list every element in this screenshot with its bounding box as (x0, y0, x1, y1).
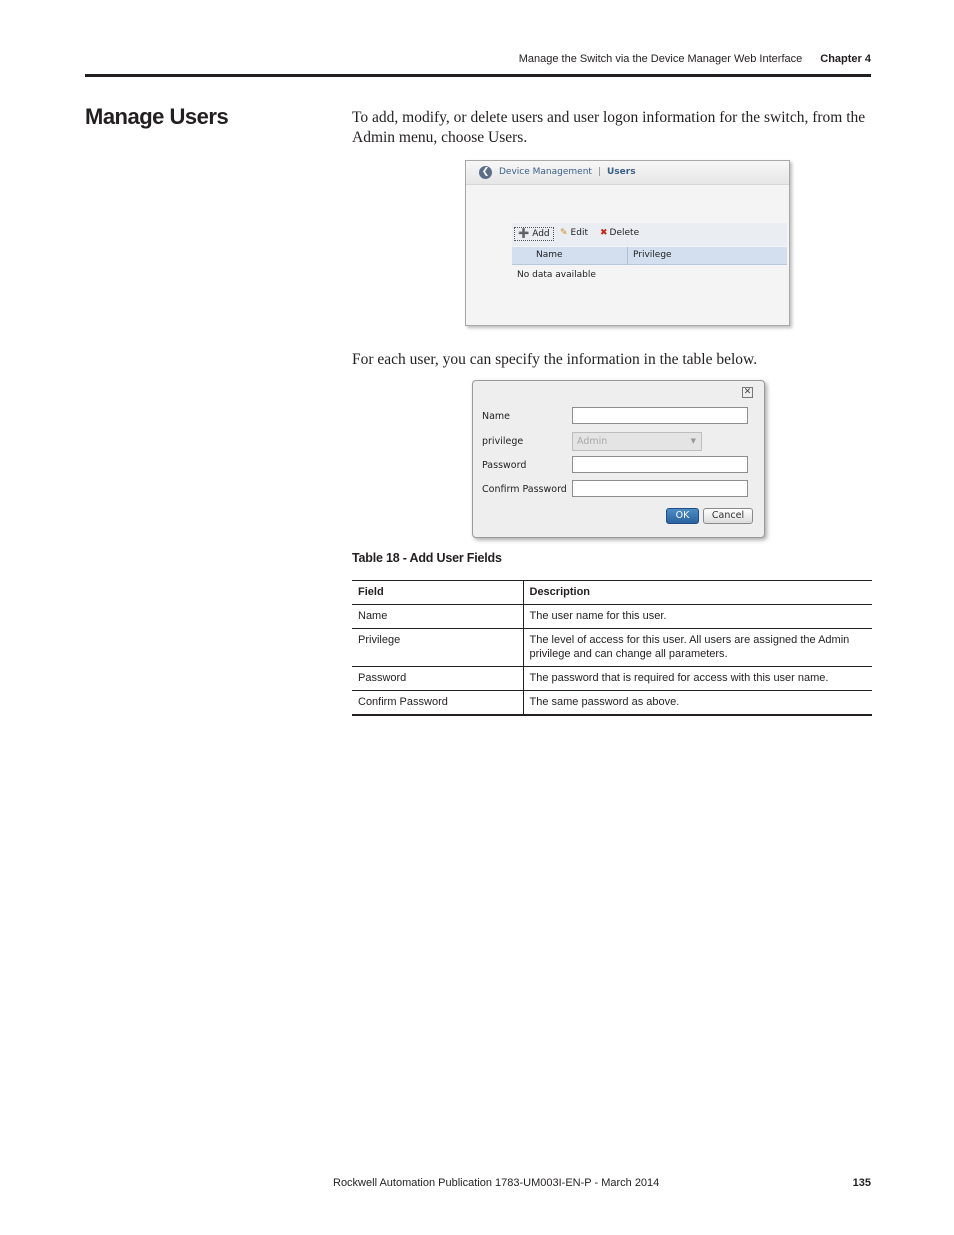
table-row (352, 667, 872, 691)
table-header-row (352, 581, 872, 605)
name-input[interactable] (572, 407, 748, 424)
breadcrumb (499, 167, 636, 177)
close-icon[interactable]: ✕ (743, 387, 752, 397)
confirm-password-input[interactable] (572, 480, 748, 497)
edit-user-button[interactable] (560, 228, 588, 238)
back-arrow-icon[interactable]: ❮ (479, 166, 492, 179)
users-screenshot (465, 160, 790, 326)
cancel-button[interactable]: Cancel (703, 508, 753, 524)
add-user-fields-table (352, 580, 872, 716)
add-user-button[interactable] (514, 227, 554, 241)
delete-label: Delete (609, 228, 640, 238)
description-cell: The password that is required for access with this user name. (523, 667, 872, 691)
privilege-label: privilege (482, 436, 524, 447)
table-row (352, 691, 872, 716)
intro-paragraph: To add, modify, or delete users and user logon information for the switch, from the Admin menu, choose Users. (352, 109, 866, 146)
users-table-header (512, 247, 787, 265)
header-field: Field (352, 581, 523, 605)
page-number: 135 (852, 1177, 871, 1189)
breadcrumb-separator: | (597, 167, 601, 177)
table-row (352, 629, 872, 667)
description-cell: The user name for this user. (523, 605, 872, 629)
name-label: Name (482, 411, 511, 422)
chapter-label: Chapter 4 (820, 53, 871, 65)
ok-button[interactable]: OK (666, 508, 699, 524)
delete-user-button[interactable] (600, 228, 639, 238)
header-rule (85, 74, 871, 77)
users-toolbar (512, 223, 787, 246)
empty-message: No data available (517, 270, 596, 280)
field-cell: Name (352, 605, 523, 629)
breadcrumb-bar (466, 161, 789, 185)
column-name[interactable]: Name (536, 250, 563, 260)
password-input[interactable] (572, 456, 748, 473)
add-user-icon: ➕ (518, 229, 530, 239)
privilege-select[interactable] (572, 432, 702, 451)
delete-x-icon: ✖ (600, 228, 608, 238)
field-cell: Password (352, 667, 523, 691)
edit-label: Edit (570, 228, 588, 238)
breadcrumb-device-management[interactable]: Device Management (499, 167, 592, 177)
section-title: Manage Users (85, 104, 229, 129)
followup-paragraph: For each user, you can specify the information in the table below. (352, 351, 758, 368)
password-label: Password (482, 460, 527, 471)
pencil-icon: ✎ (560, 228, 568, 238)
description-cell: The same password as above. (523, 691, 872, 716)
running-title: Manage the Switch via the Device Manager Web Interface (518, 53, 803, 65)
column-divider (627, 247, 628, 265)
column-privilege[interactable]: Privilege (633, 250, 672, 260)
confirm-password-label: Confirm Password (482, 484, 567, 495)
privilege-value: Admin (577, 436, 608, 447)
publication-footer: Rockwell Automation Publication 1783-UM003I-EN-P - March 2014 (333, 1177, 660, 1189)
field-cell: Privilege (352, 629, 523, 667)
table-caption: Table 18 - Add User Fields (352, 551, 502, 565)
description-cell: The level of access for this user. All users are assigned the Admin privilege and can change all parameters. (523, 629, 872, 667)
header-description: Description (523, 581, 872, 605)
running-header (519, 53, 871, 65)
chevron-down-icon: ▼ (690, 437, 696, 445)
field-cell: Confirm Password (352, 691, 523, 716)
add-user-dialog (472, 380, 765, 538)
add-label: Add (532, 229, 550, 239)
table-row (352, 605, 872, 629)
breadcrumb-users: Users (606, 167, 636, 177)
